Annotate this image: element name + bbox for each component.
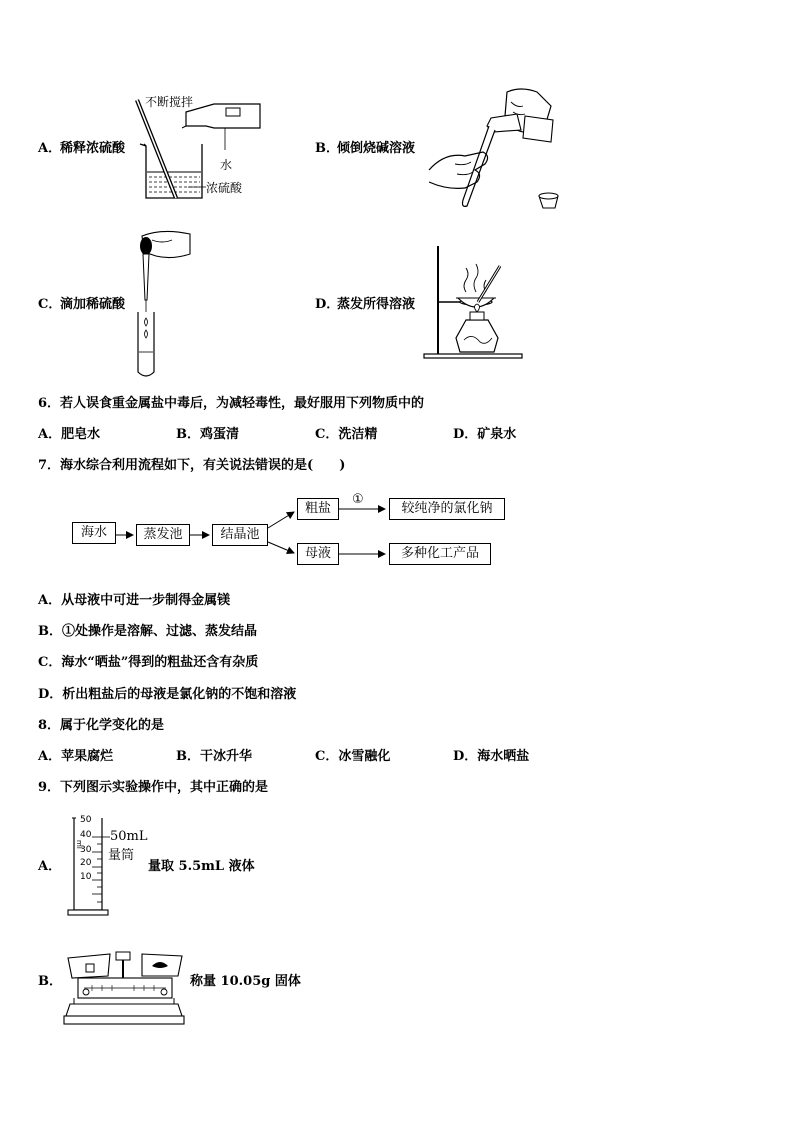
option-letter: D．	[315, 297, 340, 312]
option-a: A．肥皂水	[38, 427, 101, 442]
option-d: D．析出粗盐后的母液是氯化钠的不饱和溶液	[38, 687, 297, 702]
option-c: C．冰雪融化	[315, 749, 391, 764]
option-d: D．海水晒盐	[453, 749, 530, 764]
label-volume: 50mL	[110, 829, 148, 844]
option-c: C．海水“晒盐”得到的粗盐还含有杂质	[38, 655, 259, 670]
question-stem: 8．属于化学变化的是	[38, 718, 165, 733]
option-letter: A．	[38, 859, 62, 874]
cylinder-tick-50: 50	[80, 815, 92, 825]
option-text: 滴加稀硫酸	[60, 297, 126, 312]
cylinder-tick-30: 30	[80, 845, 92, 855]
option-c: C．洗洁精	[315, 427, 378, 442]
label-cylinder: 量筒	[108, 848, 135, 863]
flow-node-evaporation-pond: 蒸发池	[136, 524, 190, 546]
label-water: 水	[220, 158, 233, 172]
option-b: B．①处操作是溶解、过滤、蒸发结晶	[38, 624, 257, 639]
flow-node-chemical-products: 多种化工产品	[389, 543, 491, 565]
flow-node-crystallization-pond: 结晶池	[212, 524, 268, 546]
label-conc-acid: 浓硫酸	[206, 181, 243, 195]
option-d: D．矿泉水	[453, 427, 517, 442]
balance-figure	[62, 948, 186, 1028]
flow-step-marker: ①	[352, 492, 364, 507]
option-a: A．苹果腐烂	[38, 749, 114, 764]
flow-node-mother-liquor: 母液	[297, 543, 339, 565]
option-letter: B．	[38, 974, 62, 989]
option-text: 稀释浓硫酸	[60, 141, 126, 156]
option-text: 量取 5.5mL 液体	[148, 859, 255, 874]
cylinder-unit: ml	[75, 840, 83, 849]
option-text: 称量 10.05g 固体	[190, 974, 301, 989]
question-stem: 7．海水综合利用流程如下，有关说法错误的是( )	[38, 458, 346, 473]
label-stir: 不断搅拌	[145, 95, 194, 109]
option-letter: C．	[38, 297, 62, 312]
flow-node-pure-nacl: 较纯净的氯化钠	[389, 498, 505, 520]
flow-node-crude-salt: 粗盐	[297, 498, 339, 520]
cylinder-tick-40: 40	[80, 830, 92, 840]
question-stem: 9．下列图示实验操作中，其中正确的是	[38, 780, 269, 795]
option-a: A．从母液中可进一步制得金属镁	[38, 593, 231, 608]
option-text: 倾倒烧碱溶液	[337, 141, 416, 156]
cylinder-tick-10: 10	[80, 872, 92, 882]
option-text: 蒸发所得溶液	[337, 297, 416, 312]
flow-node-seawater: 海水	[72, 522, 116, 544]
cylinder-tick-20: 20	[80, 858, 92, 868]
option-letter: A．	[38, 141, 62, 156]
option-letter: B．	[315, 141, 339, 156]
question-stem: 6．若人误食重金属盐中毒后，为减轻毒性，最好服用下列物质中的	[38, 396, 425, 411]
option-b: B．干冰升华	[176, 749, 252, 764]
option-b: B．鸡蛋清	[176, 427, 239, 442]
